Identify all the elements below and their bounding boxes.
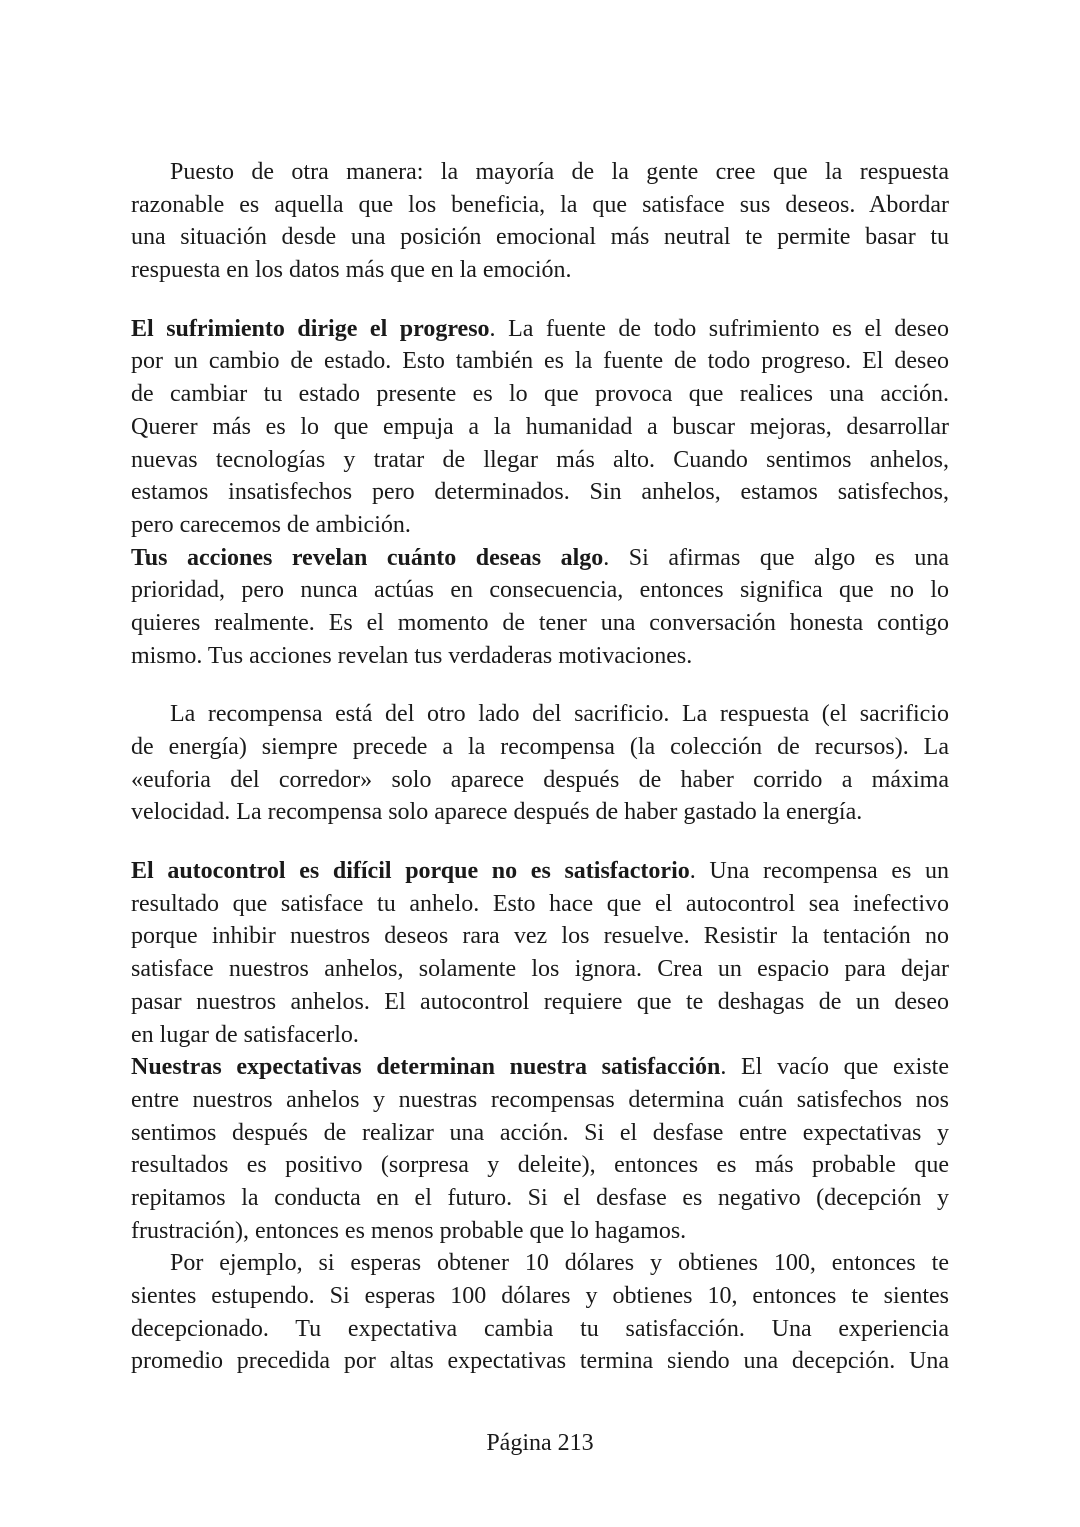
line-content bbox=[131, 799, 862, 825]
line-content bbox=[170, 159, 949, 185]
line-text: razonable es aquella que los beneficia, la que satisface sus deseos. Abordar bbox=[131, 191, 949, 218]
line-text: por un cambio de estado. Esto también es la fuente de todo progreso. El deseo bbox=[131, 348, 949, 375]
text-line bbox=[131, 888, 949, 921]
line-text: de energía) siempre precede a la recompensa (la colección de recursos). La bbox=[131, 734, 949, 760]
text-line bbox=[131, 156, 949, 189]
text-line bbox=[131, 698, 949, 731]
line-text: frustración), entonces es menos probable que lo hagamos. bbox=[131, 1217, 687, 1244]
text-line bbox=[131, 221, 949, 254]
page-number: Página 213 bbox=[486, 1430, 594, 1456]
paragraph bbox=[131, 698, 949, 829]
text-line bbox=[131, 855, 949, 888]
line-text: pasar nuestros anhelos. El autocontrol requiere que te deshagas de un deseo bbox=[131, 988, 949, 1015]
text-line bbox=[131, 509, 949, 542]
line-content bbox=[131, 956, 949, 982]
line-content bbox=[131, 1218, 686, 1244]
line-content bbox=[131, 610, 949, 636]
text-line bbox=[131, 574, 949, 607]
text-line bbox=[131, 920, 949, 953]
text-line bbox=[131, 444, 949, 477]
line-text: nuevas tecnologías y tratar de llegar más alto. Cuando sentimos anhelos, bbox=[131, 446, 949, 473]
line-text: «euforia del corredor» solo aparece después de haber corrido a máxima bbox=[131, 766, 949, 793]
text-line bbox=[131, 1345, 949, 1378]
text-line bbox=[131, 254, 949, 287]
line-text: Por ejemplo, si esperas obtener 10 dólares y obtienes 100, entonces te bbox=[170, 1250, 949, 1277]
line-content bbox=[131, 734, 949, 760]
line-content bbox=[131, 512, 411, 538]
line-text: de cambiar tu estado presente es lo que provoca que realices una acción. bbox=[131, 381, 949, 408]
text-line bbox=[131, 1313, 949, 1346]
line-text: Querer más es lo que empuja a la humanidad a buscar mejoras, desarrollar bbox=[131, 413, 949, 440]
line-text: entre nuestros anhelos y nuestras recompensas determina cuán satisfechos nos bbox=[131, 1086, 949, 1113]
line-content bbox=[131, 414, 949, 440]
text-line bbox=[131, 313, 949, 346]
line-content bbox=[131, 577, 949, 603]
paragraph bbox=[131, 542, 949, 673]
text-line bbox=[131, 607, 949, 640]
line-content bbox=[131, 192, 949, 218]
line-content bbox=[131, 891, 949, 917]
line-content bbox=[170, 701, 949, 727]
line-content bbox=[131, 1283, 949, 1309]
line-content bbox=[131, 923, 949, 949]
line-content bbox=[131, 224, 949, 250]
line-content bbox=[131, 989, 949, 1015]
text-line bbox=[131, 1182, 949, 1215]
line-text: quieres realmente. Es el momento de tener una conversación honesta contigo bbox=[131, 609, 949, 636]
line-content bbox=[131, 381, 949, 407]
line-text: . Una recompensa es un bbox=[689, 858, 949, 885]
line-text: pero carecemos de ambición. bbox=[131, 511, 411, 538]
line-content bbox=[131, 643, 692, 669]
text-line bbox=[131, 542, 949, 575]
line-content bbox=[131, 447, 949, 473]
line-content bbox=[131, 316, 949, 342]
line-content bbox=[131, 257, 572, 283]
text-line bbox=[131, 1051, 949, 1084]
text-line bbox=[131, 1117, 949, 1150]
text-line bbox=[131, 345, 949, 378]
line-text: velocidad. La recompensa solo aparece después de haber gastado la energía. bbox=[131, 799, 863, 826]
text-line bbox=[131, 1247, 949, 1280]
line-text: mismo. Tus acciones revelan tus verdaderas motivaciones. bbox=[131, 642, 693, 669]
text-line bbox=[131, 476, 949, 509]
line-content bbox=[131, 1348, 949, 1374]
line-text: decepcionado. Tu expectativa cambia tu satisfacción. Una experiencia bbox=[131, 1315, 949, 1342]
line-text: promedio precedida por altas expectativas termina siendo una decepción. Una bbox=[131, 1348, 949, 1375]
text-line bbox=[131, 731, 949, 764]
paragraph bbox=[131, 855, 949, 1051]
text-line bbox=[131, 953, 949, 986]
paragraph bbox=[131, 1051, 949, 1247]
text-line bbox=[131, 1280, 949, 1313]
line-content bbox=[131, 1316, 949, 1342]
text-line bbox=[131, 378, 949, 411]
bold-heading: El sufrimiento dirige el progreso bbox=[131, 315, 490, 342]
text-line bbox=[131, 1084, 949, 1117]
line-content bbox=[131, 1152, 949, 1178]
line-text: una situación desde una posición emocional más neutral te permite basar tu bbox=[131, 224, 949, 251]
text-line bbox=[131, 986, 949, 1019]
line-text: en lugar de satisfacerlo. bbox=[131, 1021, 359, 1048]
line-content bbox=[131, 1120, 949, 1146]
line-text: porque inhibir nuestros deseos rara vez los resuelve. Resistir la tentación no bbox=[131, 923, 949, 950]
text-line bbox=[131, 796, 949, 829]
line-content bbox=[131, 767, 949, 793]
line-content bbox=[131, 545, 949, 571]
line-content bbox=[131, 1185, 949, 1211]
line-text: satisface nuestros anhelos, solamente los ignora. Crea un espacio para dejar bbox=[131, 956, 949, 983]
text-line bbox=[131, 411, 949, 444]
text-line bbox=[131, 1149, 949, 1182]
page-body bbox=[131, 156, 949, 1378]
text-line bbox=[131, 1019, 949, 1052]
line-content bbox=[131, 348, 949, 374]
bold-heading: El autocontrol es difícil porque no es satisfactorio bbox=[131, 858, 690, 885]
text-line bbox=[131, 1215, 949, 1248]
paragraph bbox=[131, 1247, 949, 1378]
bold-heading: Tus acciones revelan cuánto deseas algo bbox=[131, 544, 604, 571]
line-text: La recompensa está del otro lado del sacrificio. La respuesta (el sacrificio bbox=[170, 701, 949, 728]
line-text: . El vacío que existe bbox=[720, 1054, 949, 1081]
line-text: sentimos después de realizar una acción. Si el desfase entre expectativas y bbox=[131, 1119, 949, 1146]
line-content bbox=[131, 479, 949, 505]
line-text: resultados es positivo (sorpresa y deleite), entonces es más probable que bbox=[131, 1152, 949, 1179]
line-text: . La fuente de todo sufrimiento es el deseo bbox=[489, 315, 949, 342]
line-text: Puesto de otra manera: la mayoría de la gente cree que la respuesta bbox=[170, 159, 949, 185]
bold-heading: Nuestras expectativas determinan nuestra satisfacción bbox=[131, 1054, 721, 1081]
text-line bbox=[131, 189, 949, 222]
line-text: sientes estupendo. Si esperas 100 dólares y obtienes 10, entonces te sientes bbox=[131, 1283, 949, 1309]
line-content bbox=[170, 1250, 949, 1276]
paragraph bbox=[131, 313, 949, 542]
line-content bbox=[131, 1022, 359, 1048]
line-content bbox=[131, 1087, 949, 1113]
line-text: resultado que satisface tu anhelo. Esto hace que el autocontrol sea inefectivo bbox=[131, 890, 949, 917]
line-content bbox=[131, 1054, 949, 1080]
line-text: . Si afirmas que algo es una bbox=[603, 544, 949, 571]
line-content bbox=[131, 858, 949, 884]
paragraph bbox=[131, 156, 949, 287]
line-text: repitamos la conducta en el futuro. Si el desfase es negativo (decepción y bbox=[131, 1184, 949, 1211]
line-text: respuesta en los datos más que en la emoción. bbox=[131, 257, 572, 284]
text-line bbox=[131, 764, 949, 797]
text-line bbox=[131, 640, 949, 673]
line-text: prioridad, pero nunca actúas en consecuencia, entonces significa que no lo bbox=[131, 577, 949, 604]
line-text: estamos insatisfechos pero determinados. Sin anhelos, estamos satisfechos, bbox=[131, 479, 949, 506]
